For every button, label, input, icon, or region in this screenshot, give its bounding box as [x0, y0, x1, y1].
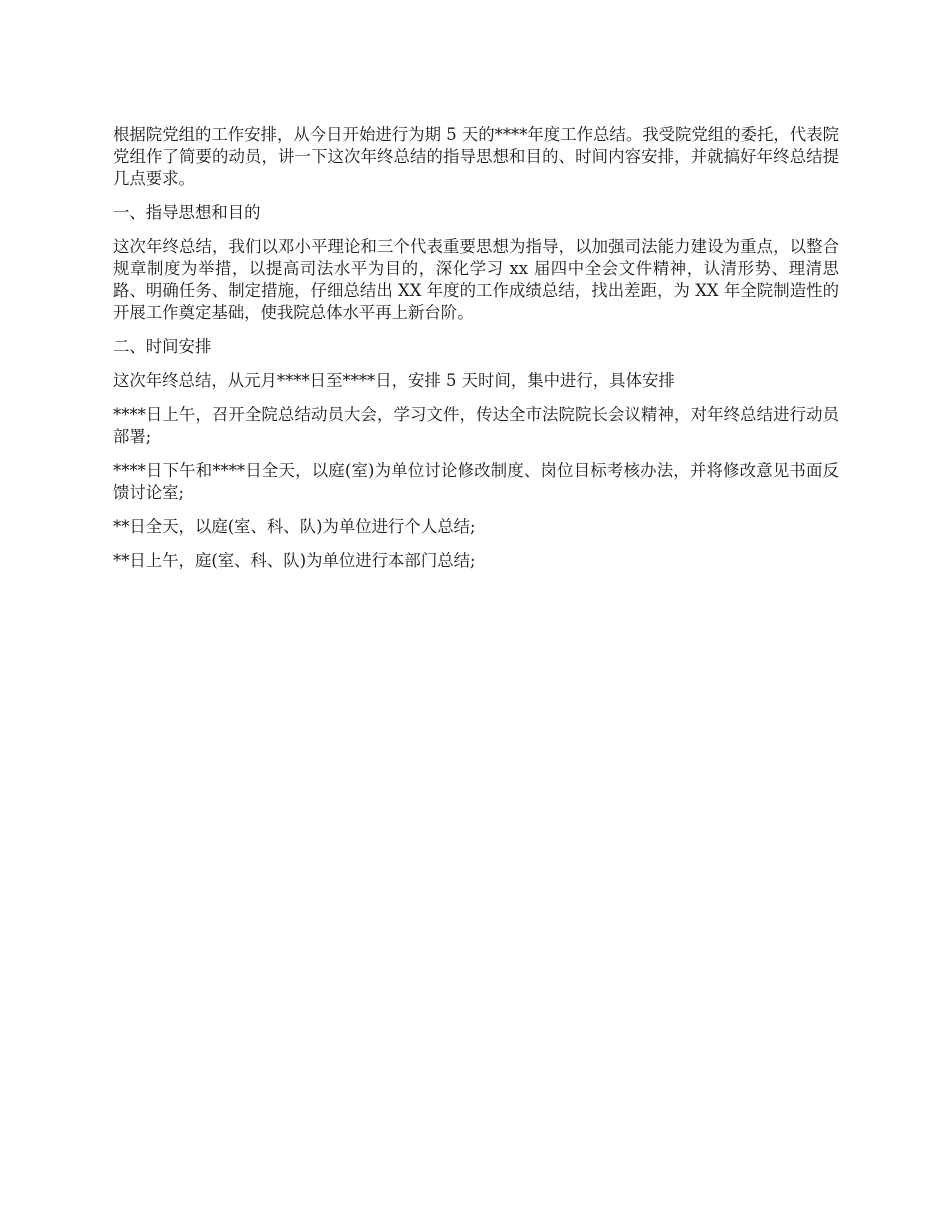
document-body	[113, 124, 839, 584]
schedule-item: ****日上午，召开全院总结动员大会，学习文件，传达全市法院院长会议精神，对年终总结进行动员部署;	[113, 405, 839, 446]
section-heading-guiding-thought: 一、指导思想和目的	[113, 203, 261, 222]
guiding-thought-paragraph: 这次年终总结，我们以邓小平理论和三个代表重要思想为指导，以加强司法能力建设为重点，以整合规章制度为举措，以提高司法水平为目的，深化学习 xx 届四中全会文件精神，认清形势、理清思路、明确任务、制定措施，仔细总结出 XX 年度的工作成绩总结，找出差距，为 XX 年全院制造性的开展工作奠定基础，使我院总体水平再上新台阶。	[113, 237, 839, 322]
schedule-item: **日全天，以庭(室、科、队)为单位进行个人总结;	[113, 517, 476, 536]
section-heading-schedule: 二、时间安排	[113, 337, 212, 356]
schedule-overview-paragraph: 这次年终总结，从元月****日至****日，安排 5 天时间，集中进行，具体安排	[113, 371, 675, 390]
intro-paragraph: 根据院党组的工作安排，从今日开始进行为期 5 天的****年度工作总结。我受院党组的委托，代表院党组作了简要的动员，讲一下这次年终总结的指导思想和目的、时间内容安排，并就搞好年终总结提几点要求。	[113, 125, 839, 188]
schedule-item: ****日下午和****日全天，以庭(室)为单位讨论修改制度、岗位目标考核办法，并将修改意见书面反馈讨论室;	[113, 461, 839, 502]
schedule-item: **日上午，庭(室、科、队)为单位进行本部门总结;	[113, 551, 476, 570]
